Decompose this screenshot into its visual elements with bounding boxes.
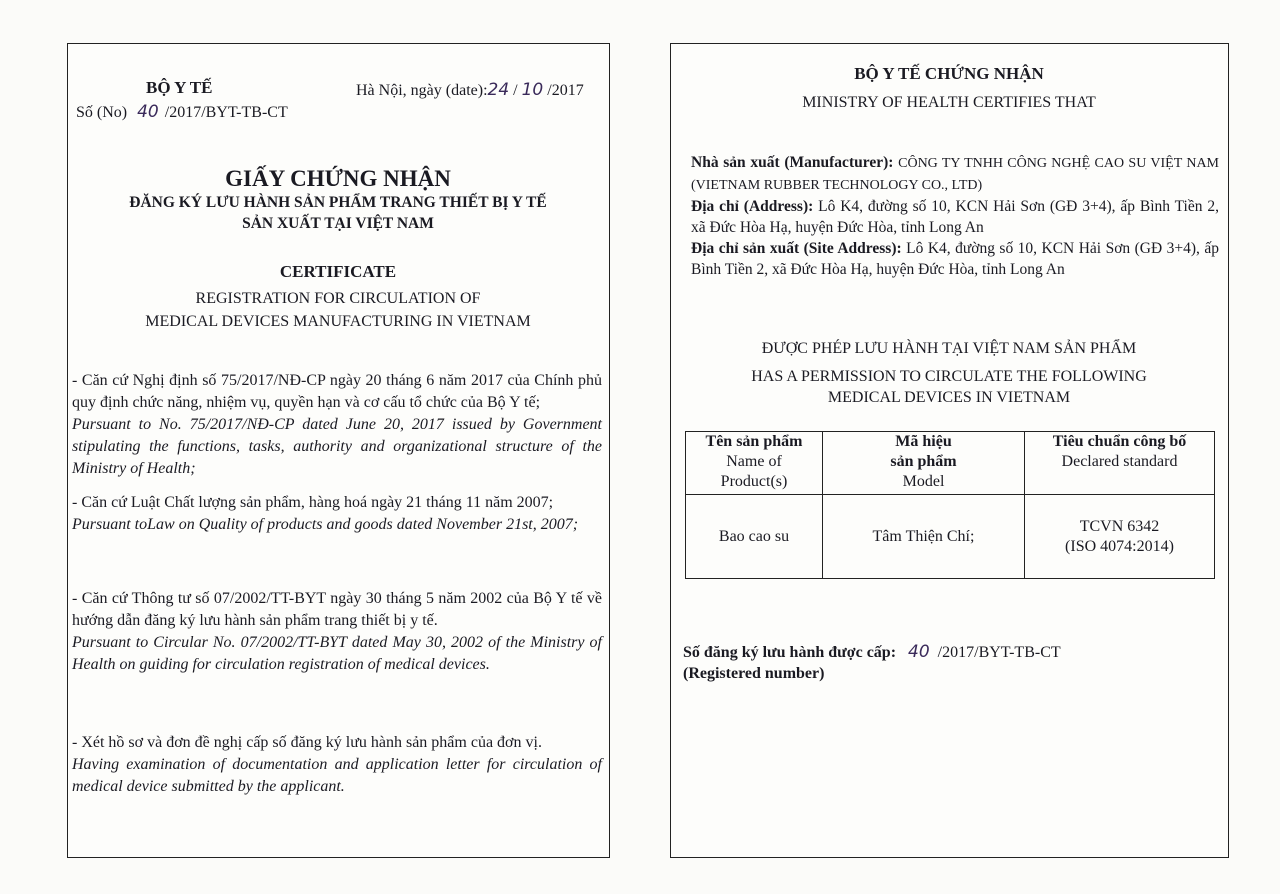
registered-number-handwritten: 40 bbox=[908, 642, 930, 662]
date-label: Hà Nội, ngày (date): bbox=[356, 82, 488, 99]
standard-1: TCVN 6342 bbox=[1079, 517, 1160, 535]
registered-number bbox=[683, 642, 1061, 662]
header-standard bbox=[1025, 432, 1215, 495]
number-suffix: /2017/BYT-TB-CT bbox=[164, 104, 288, 121]
site-address-value: Lô K4, đường số 10, KCN Hải Sơn (GĐ 3+4), ấp Bình Tiền 2, xã Đức Hòa Hạ, huyện Đức Hòa, tỉnh Long An bbox=[691, 240, 1219, 278]
standard-2: (ISO 4074:2014) bbox=[1065, 537, 1174, 555]
header-vi: Tiêu chuẩn công bố bbox=[1052, 433, 1187, 450]
header-en: Name of bbox=[726, 453, 782, 470]
certificate-subtitle-en-1: REGISTRATION FOR CIRCULATION OF bbox=[195, 290, 481, 307]
cell-model: Tâm Thiện Chí; bbox=[823, 495, 1025, 579]
legal-basis-2 bbox=[72, 492, 602, 536]
address-value: Lô K4, đường số 10, KCN Hải Sơn (GĐ 3+4), ấp Bình Tiền 2, xã Đức Hòa Hạ, huyện Đức Hòa, tỉnh Long An bbox=[691, 198, 1219, 236]
table-header-row bbox=[686, 432, 1215, 495]
manufacturer-info bbox=[691, 152, 1219, 280]
issue-date: Hà Nội, ngày (date):24 / 10 /2017 bbox=[356, 80, 584, 100]
header-en: Model bbox=[902, 473, 945, 490]
certifies-title: BỘ Y TẾ CHỨNG NHẬN bbox=[854, 64, 1044, 83]
date-month: 10 bbox=[521, 80, 544, 100]
permission-en-2: MEDICAL DEVICES IN VIETNAM bbox=[827, 389, 1071, 406]
registered-number-suffix: /2017/BYT-TB-CT bbox=[937, 644, 1061, 661]
legal-basis-4 bbox=[72, 732, 602, 798]
cell-standard bbox=[1025, 495, 1215, 579]
legal-basis-vi: - Căn cứ Luật Chất lượng sản phẩm, hàng hoá ngày 21 tháng 11 năm 2007; bbox=[72, 494, 554, 511]
header-vi: Mã hiệu bbox=[895, 433, 952, 450]
legal-basis-3 bbox=[72, 588, 602, 676]
legal-basis-en: Pursuant toLaw on Quality of products and goods dated November 21st, 2007; bbox=[72, 516, 579, 533]
certificate-left-page bbox=[67, 43, 610, 858]
legal-basis-1 bbox=[72, 370, 602, 480]
certificate-subtitle-en-2: MEDICAL DEVICES MANUFACTURING IN VIETNAM bbox=[145, 313, 531, 330]
header-en: Product(s) bbox=[720, 473, 788, 490]
manufacturer-label: Nhà sản xuất (Manufacturer): bbox=[691, 154, 894, 171]
registered-number-label: Số đăng ký lưu hành được cấp: bbox=[683, 644, 897, 661]
permission-en-1: HAS A PERMISSION TO CIRCULATE THE FOLLOWING bbox=[751, 368, 1147, 385]
date-year: /2017 bbox=[547, 82, 584, 99]
legal-basis-en: Pursuant to No. 75/2017/NĐ-CP dated June 20, 2017 issued by Government stipulating the functions, tasks, authority and organizational structure of the Ministry of Health; bbox=[72, 416, 602, 477]
certificate-number bbox=[76, 102, 288, 122]
table-row bbox=[686, 495, 1215, 579]
manufacturer-value: CÔNG TY TNHH CÔNG NGHỆ CAO SU VIỆT NAM (VIETNAM RUBBER TECHNOLOGY CO., LTD) bbox=[691, 156, 1220, 193]
date-day: 24 bbox=[487, 80, 510, 100]
header-model bbox=[823, 432, 1025, 495]
header-vi: Tên sản phẩm bbox=[705, 433, 803, 450]
registered-number-label-en: (Registered number) bbox=[683, 665, 825, 682]
certificate-subtitle-1: ĐĂNG KÝ LƯU HÀNH SẢN PHẨM TRANG THIẾT BỊ Y TẾ bbox=[129, 194, 547, 211]
legal-basis-en: Pursuant to Circular No. 07/2002/TT-BYT dated May 30, 2002 of the Ministry of Health on guiding for circulation registration of medical devices. bbox=[72, 634, 602, 673]
site-address-label: Địa chỉ sản xuất (Site Address): bbox=[691, 240, 902, 257]
product-table bbox=[685, 431, 1215, 579]
header-product-name bbox=[686, 432, 823, 495]
number-label: Số (No) bbox=[76, 104, 128, 121]
legal-basis-vi: - Xét hồ sơ và đơn đề nghị cấp số đăng ký lưu hành sản phẩm của đơn vị. bbox=[72, 734, 542, 751]
certificate-right-page bbox=[670, 43, 1229, 858]
permission-vi: ĐƯỢC PHÉP LƯU HÀNH TẠI VIỆT NAM SẢN PHẨM bbox=[761, 340, 1137, 357]
legal-basis-vi: - Căn cứ Nghị định số 75/2017/NĐ-CP ngày 20 tháng 6 năm 2017 của Chính phủ quy định chức năng, nhiệm vụ, quyền hạn và cơ cấu tổ chức của Bộ Y tế; bbox=[72, 372, 602, 411]
legal-basis-en: Having examination of documentation and application letter for circulation of medical device submitted by the applicant. bbox=[72, 756, 602, 795]
certifies-title-en: MINISTRY OF HEALTH CERTIFIES THAT bbox=[802, 94, 1096, 111]
cell-product: Bao cao su bbox=[686, 495, 823, 579]
certificate-subtitle-2: SẢN XUẤT TẠI VIỆT NAM bbox=[242, 215, 434, 232]
address-label: Địa chỉ (Address): bbox=[691, 198, 814, 215]
header-vi: sản phẩm bbox=[890, 453, 957, 470]
certificate-title-en: CERTIFICATE bbox=[279, 262, 397, 281]
number-handwritten: 40 bbox=[137, 102, 159, 122]
certificate-title: GIẤY CHỨNG NHẬN bbox=[225, 166, 451, 191]
header-en: Declared standard bbox=[1061, 453, 1178, 470]
legal-basis-vi: - Căn cứ Thông tư số 07/2002/TT-BYT ngày 30 tháng 5 năm 2002 của Bộ Y tế về hướng dẫn đăng ký lưu hành sản phẩm trang thiết bị y tế. bbox=[72, 590, 602, 629]
ministry-heading: BỘ Y TẾ bbox=[146, 78, 213, 97]
